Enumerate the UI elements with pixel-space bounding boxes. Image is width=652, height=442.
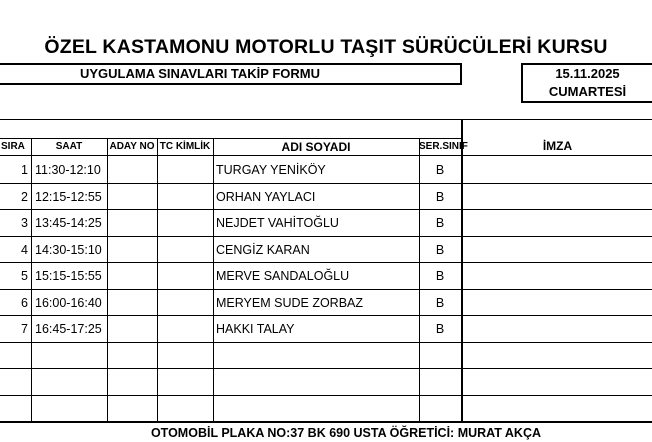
header-imza: İMZA xyxy=(542,139,573,153)
row-ser-sinif: B xyxy=(435,322,445,336)
row-adi-soyadi: MERYEM SUDE ZORBAZ xyxy=(216,296,364,310)
column-divider xyxy=(213,138,214,422)
row-adi-soyadi: MERVE SANDALOĞLU xyxy=(216,269,350,283)
exam-date: 15.11.2025 xyxy=(555,66,620,81)
row-divider xyxy=(0,236,652,237)
header-tc-kimlik: TC KİMLİK xyxy=(159,141,211,152)
row-sira: 6 xyxy=(21,296,28,310)
column-divider xyxy=(31,138,32,422)
row-divider xyxy=(0,395,652,396)
row-divider xyxy=(0,368,652,369)
row-saat: 14:30-15:10 xyxy=(35,243,102,257)
form-title: ÖZEL KASTAMONU MOTORLU TAŞIT SÜRÜCÜLERİ KURSU xyxy=(44,36,608,58)
exam-day: CUMARTESİ xyxy=(548,84,627,99)
row-divider xyxy=(0,342,652,343)
row-divider xyxy=(0,209,652,210)
row-adi-soyadi: CENGİZ KARAN xyxy=(216,243,310,257)
row-saat: 13:45-14:25 xyxy=(35,216,102,230)
row-sira: 3 xyxy=(21,216,28,230)
form-subtitle: UYGULAMA SINAVLARI TAKİP FORMU xyxy=(0,63,462,85)
row-saat: 16:00-16:40 xyxy=(35,296,102,310)
row-sira: 4 xyxy=(21,243,28,257)
row-adi-soyadi: TURGAY YENİKÖY xyxy=(216,163,326,177)
row-ser-sinif: B xyxy=(435,163,445,177)
column-divider xyxy=(107,138,108,422)
header-sira: SIRA xyxy=(1,141,25,152)
row-ser-sinif: B xyxy=(435,216,445,230)
row-adi-soyadi: ORHAN YAYLACI xyxy=(216,190,316,204)
row-sira: 7 xyxy=(21,322,28,336)
row-sira: 2 xyxy=(21,190,28,204)
row-adi-soyadi: HAKKI TALAY xyxy=(216,322,295,336)
row-saat: 15:15-15:55 xyxy=(35,269,102,283)
row-divider xyxy=(0,262,652,263)
column-divider xyxy=(157,138,158,422)
row-saat: 11:30-12:10 xyxy=(35,163,101,177)
header-ser-sinif: SER.SINIF xyxy=(419,141,468,152)
form-footer: OTOMOBİL PLAKA NO:37 BK 690 USTA ÖĞRETİCİ: MURAT AKÇA xyxy=(150,426,542,440)
header-saat: SAAT xyxy=(55,141,83,152)
row-saat: 16:45-17:25 xyxy=(35,322,102,336)
row-adi-soyadi: NEJDET VAHİTOĞLU xyxy=(216,216,339,230)
row-ser-sinif: B xyxy=(435,269,445,283)
row-sira: 5 xyxy=(21,269,28,283)
row-divider xyxy=(0,183,652,184)
row-ser-sinif: B xyxy=(435,296,445,310)
row-divider xyxy=(0,289,652,290)
header-adi-soyadi: ADI SOYADI xyxy=(281,140,351,154)
row-saat: 12:15-12:55 xyxy=(35,190,102,204)
row-ser-sinif: B xyxy=(435,190,445,204)
row-sira: 1 xyxy=(21,163,28,177)
header-aday-no: ADAY NO xyxy=(109,141,155,152)
row-ser-sinif: B xyxy=(435,243,445,257)
row-divider xyxy=(0,315,652,316)
